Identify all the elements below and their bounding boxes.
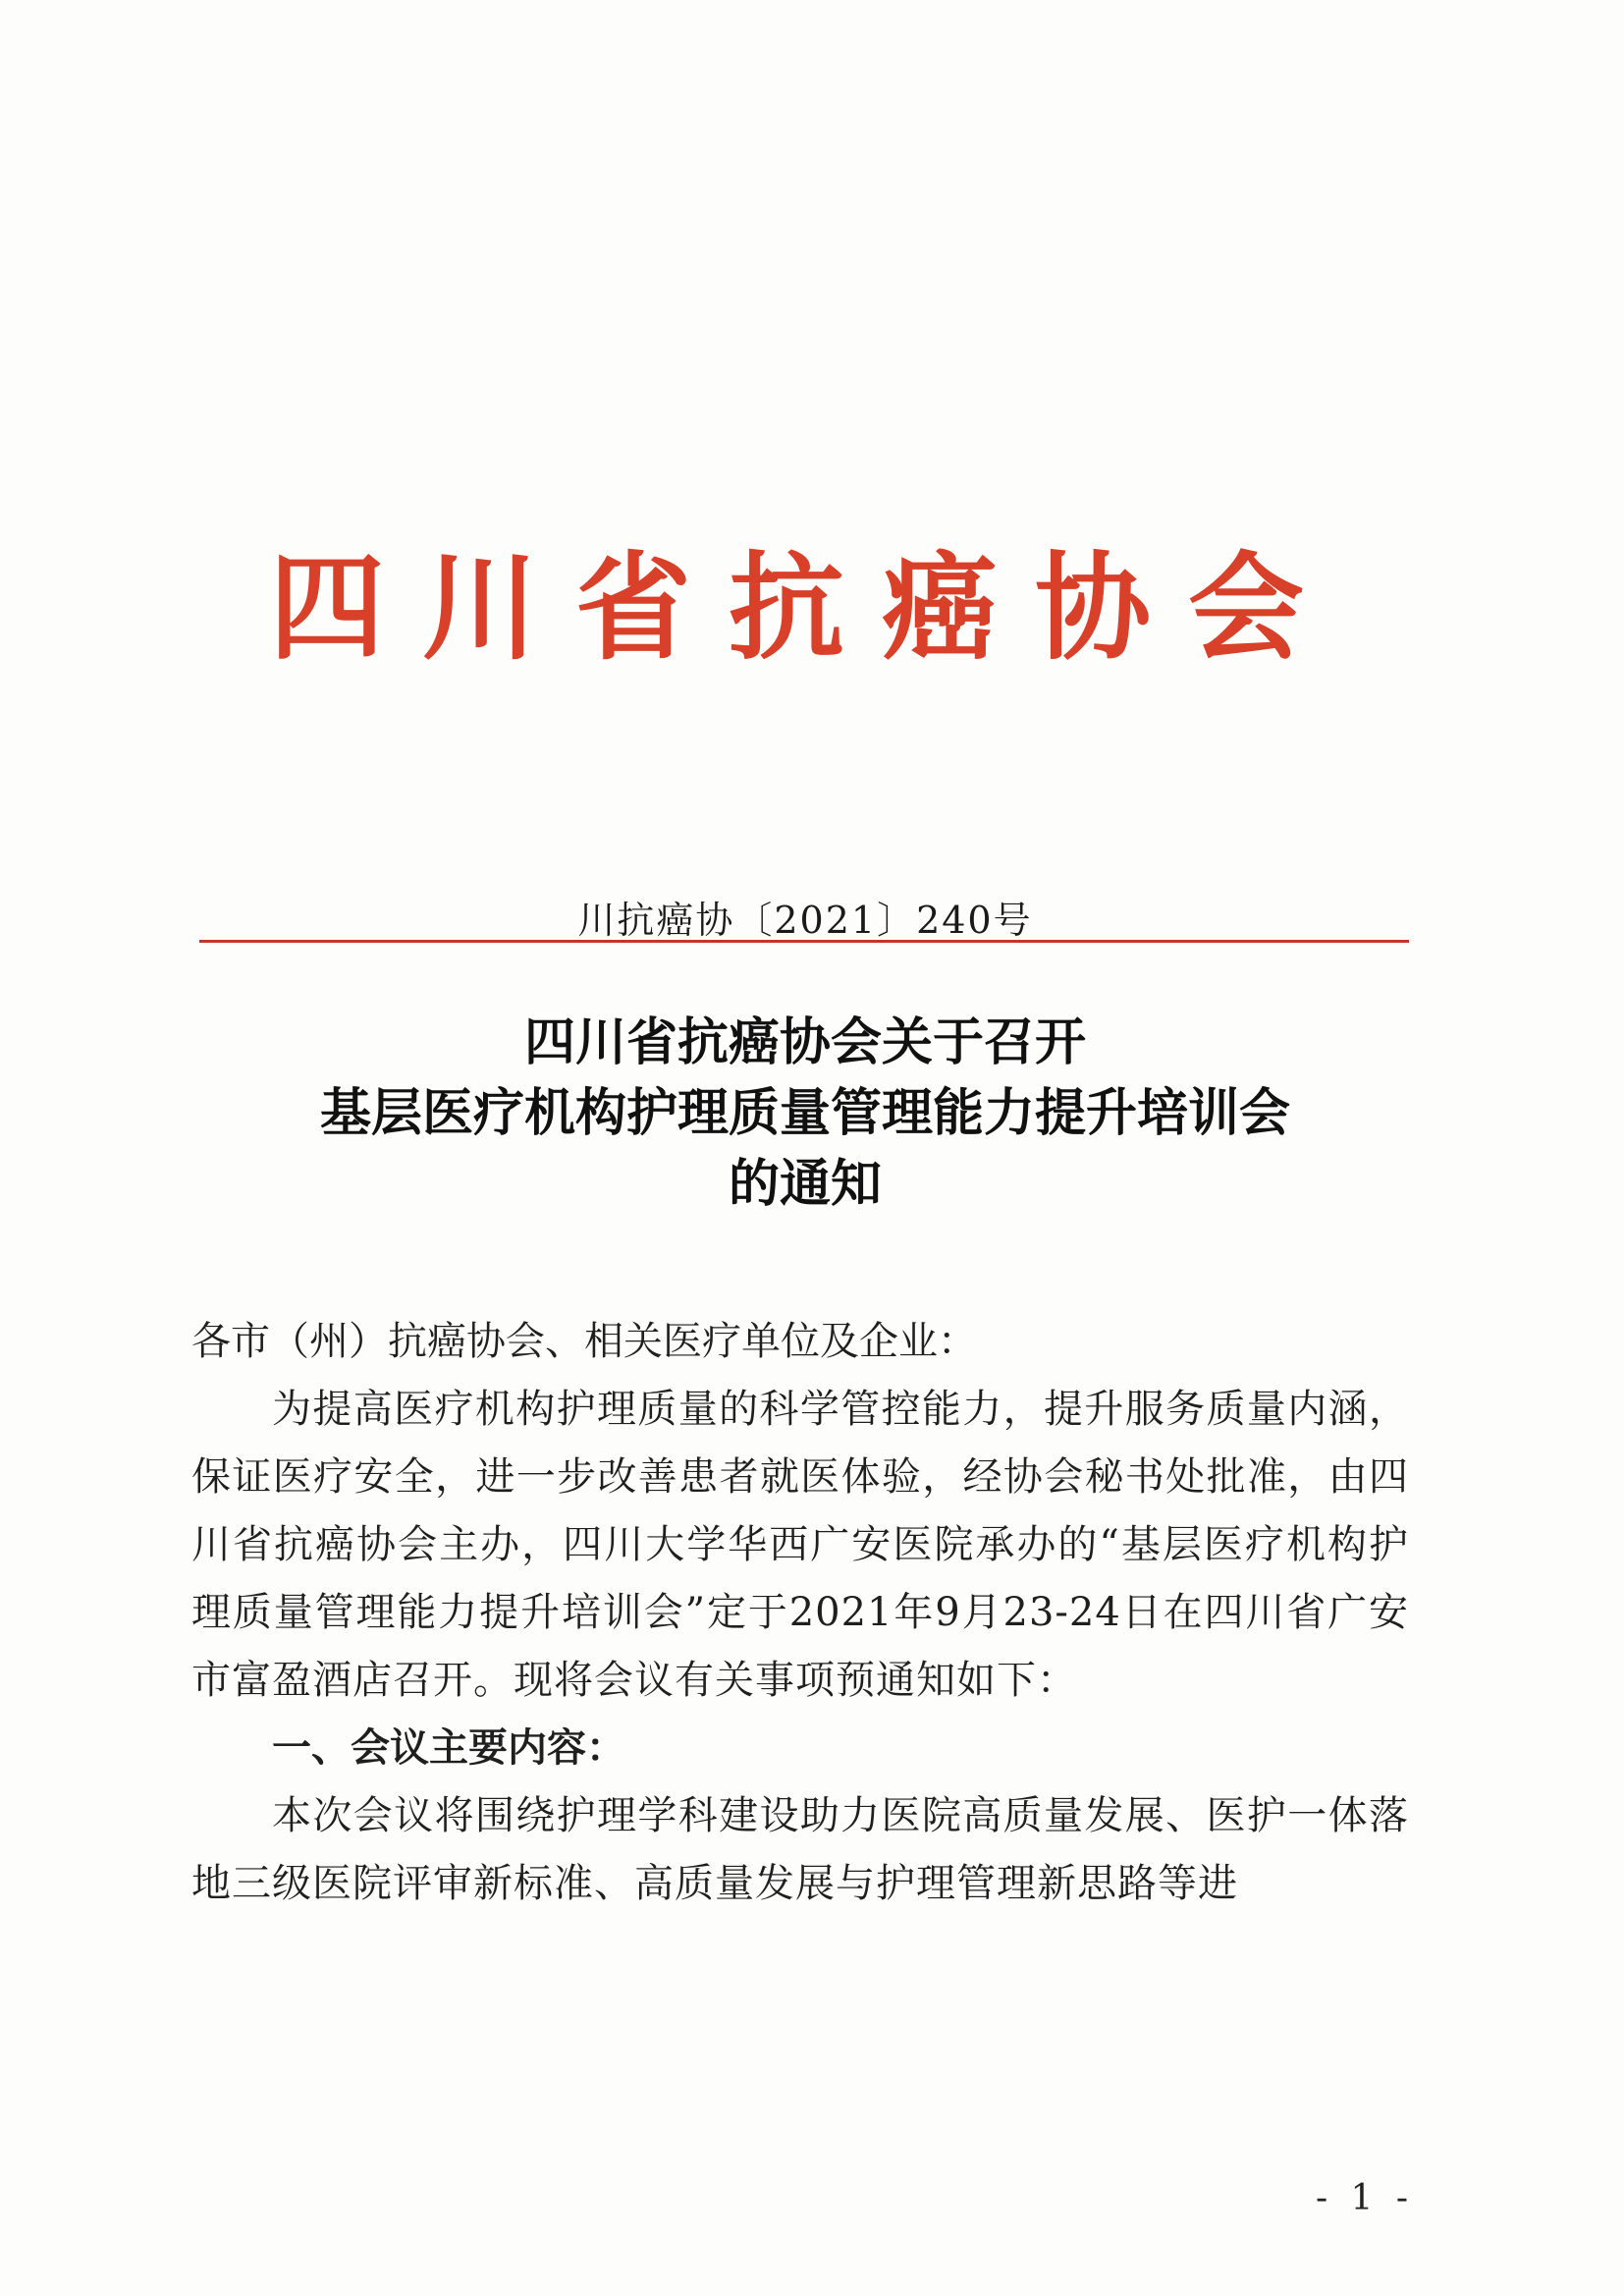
intro-paragraph: 为提高医疗机构护理质量的科学管控能力，提升服务质量内涵，保证医疗安全，进一步改善患者就医体验，经协会秘书处批准，由四川省抗癌协会主办，四川大学华西广安医院承办的“基层医疗机构护理质量管理能力提升培训会”定于2021年9月23-24日在四川省广安市富盈酒店召开。现将会议有关事项预通知如下：: [191, 1387, 1409, 1703]
title-line-2: 基层医疗机构护理质量管理能力提升培训会: [319, 1084, 1290, 1143]
notice-title: [196, 1008, 1414, 1220]
page-number: - 1 -: [1315, 2178, 1415, 2218]
title-line-1: 四川省抗癌协会关于召开: [523, 1013, 1086, 1072]
section-heading-1: 一、会议主要内容：: [272, 1725, 625, 1771]
salutation: 各市（州）抗癌协会、相关医疗单位及企业：: [191, 1319, 977, 1364]
title-line-3: 的通知: [728, 1155, 882, 1214]
notice-body: [191, 1308, 1409, 1918]
red-divider-rule: [199, 940, 1409, 943]
document-number: 川抗癌协〔2021〕240号: [577, 899, 1033, 942]
organization-header: 四川省抗癌协会: [268, 539, 1341, 676]
section-1-paragraph: 本次会议将围绕护理学科建设助力医院高质量发展、医护一体落地三级医院评审新标准、高质量发展与护理管理新思路等进: [191, 1793, 1409, 1906]
